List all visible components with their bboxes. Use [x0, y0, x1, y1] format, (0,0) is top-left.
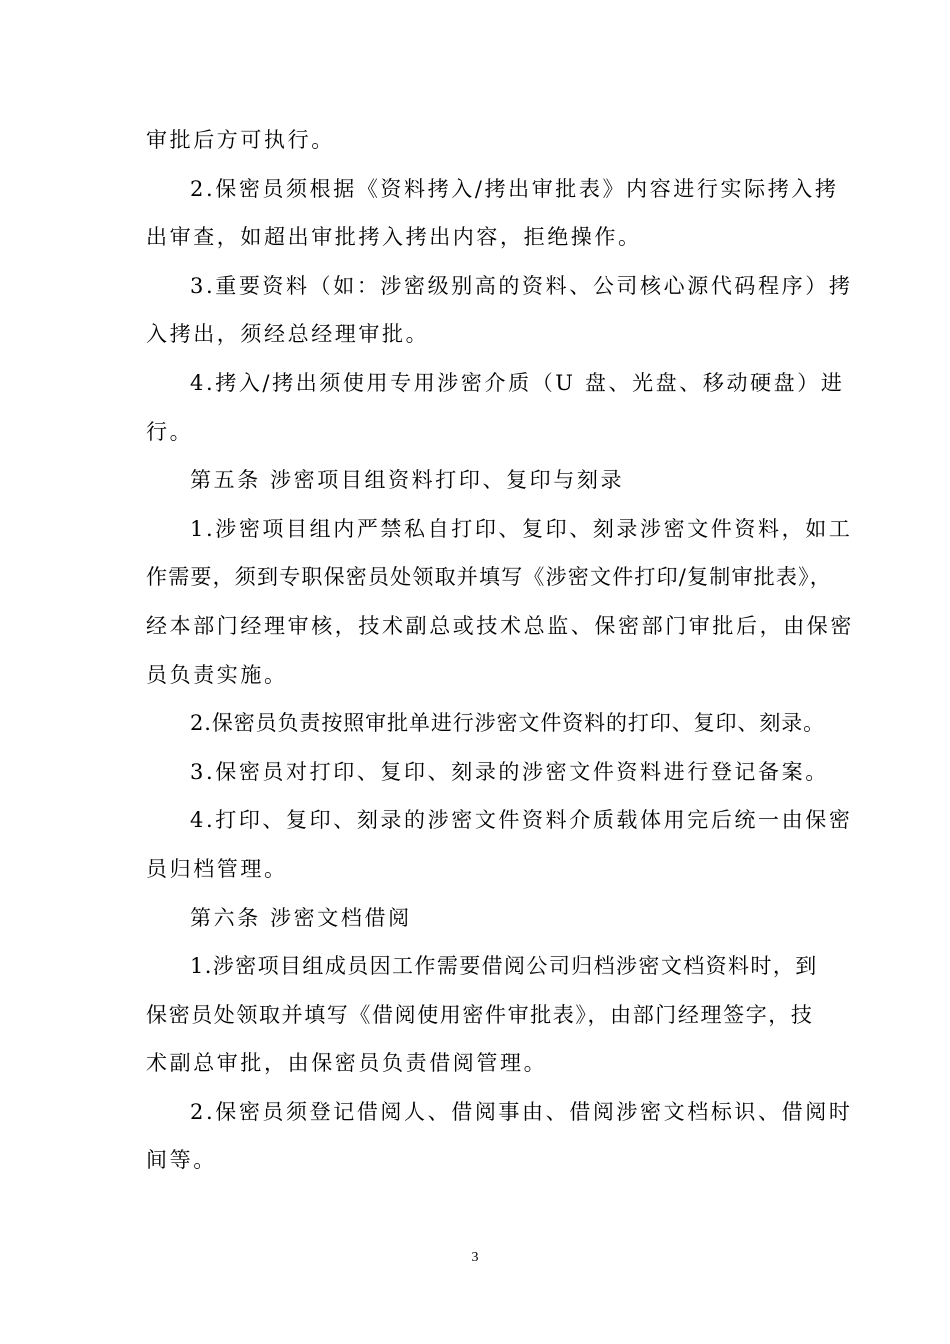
paragraph-line: 员归档管理。: [146, 856, 288, 881]
paragraph-line: 1.涉密项目组内严禁私自打印、复印、刻录涉密文件资料，如工: [190, 516, 853, 541]
paragraph-line: 术副总审批，由保密员负责借阅管理。: [146, 1051, 548, 1076]
paragraph-line: 4.拷入/拷出须使用专用涉密介质（U 盘、光盘、移动硬盘）进: [190, 370, 845, 395]
paragraph-line: 员负责实施。: [146, 662, 288, 687]
paragraph-line: 审批后方可执行。: [146, 128, 335, 152]
paragraph-line: 经本部门经理审核，技术副总或技术总监、保密部门审批后，由保密: [146, 613, 854, 638]
paragraph-line: 间等。: [146, 1148, 217, 1173]
section-heading: 第五条 涉密项目组资料打印、复印与刻录: [190, 468, 625, 493]
paragraph-line: 3.重要资料（如：涉密级别高的资料、公司核心源代码程序）拷: [190, 273, 853, 298]
paragraph-line: 2.保密员负责按照审批单进行涉密文件资料的打印、复印、刻录。: [190, 711, 826, 736]
section-heading: 第六条 涉密文档借阅: [190, 905, 412, 930]
paragraph-line: 4.打印、复印、刻录的涉密文件资料介质载体用完后统一由保密: [190, 808, 853, 833]
paragraph-line: 行。: [146, 419, 194, 444]
paragraph-line: 保密员处领取并填写《借阅使用密件审批表》，由部门经理签字，技: [146, 1002, 814, 1027]
paragraph-line: 出审查，如超出审批拷入拷出内容，拒绝操作。: [146, 225, 642, 250]
document-body: [146, 116, 854, 1185]
paragraph-line: 作需要，须到专职保密员处领取并填写《涉密文件打印/复制审批表》，: [146, 565, 832, 590]
page-number: 3: [471, 1250, 479, 1265]
paragraph-line: 2.保密员须登记借阅人、借阅事由、借阅涉密文档标识、借阅时: [190, 1099, 853, 1124]
paragraph-line: 2.保密员须根据《资料拷入/拷出审批表》内容进行实际拷入拷: [190, 176, 839, 201]
paragraph-line: 3.保密员对打印、复印、刻录的涉密文件资料进行登记备案。: [190, 759, 829, 784]
paragraph-line: 1.涉密项目组成员因工作需要借阅公司归档涉密文档资料时，到: [190, 954, 818, 979]
paragraph-line: 入拷出，须经总经理审批。: [146, 322, 430, 347]
